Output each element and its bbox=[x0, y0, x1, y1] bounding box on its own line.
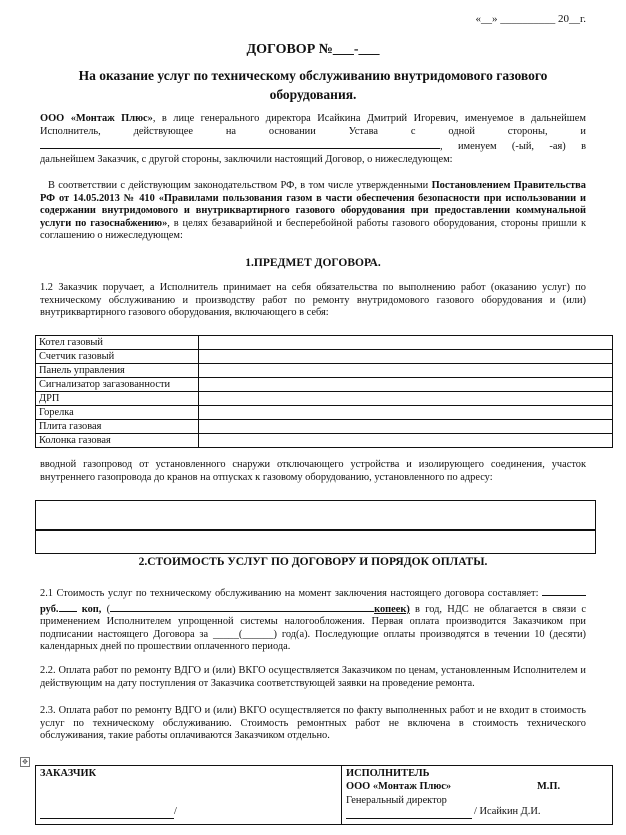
equipment-table bbox=[35, 335, 613, 448]
equipment-row bbox=[36, 406, 613, 420]
equipment-row bbox=[36, 350, 613, 364]
customer-signature-line[interactable] bbox=[40, 806, 174, 819]
equipment-name: Горелка bbox=[36, 406, 199, 420]
equipment-name: Сигнализатор загазованности bbox=[36, 378, 199, 392]
equipment-value-cell[interactable] bbox=[199, 364, 613, 378]
equipment-row bbox=[36, 392, 613, 406]
equipment-row bbox=[36, 378, 613, 392]
legal-paragraph bbox=[40, 180, 586, 243]
date-line: «__» __________ 20__г. bbox=[475, 13, 586, 25]
clause-2-3: 2.3. Оплата работ по ремонту ВДГО и (или) ВКГО осуществляется по факту выполненных работ и не входит в стоимость услуг по техническому обслуживанию. Стоимость ремонтных работ не включена в стоимость технического обслуживания, такие работы оплачиваются Заказчиком отдельно. bbox=[40, 705, 586, 742]
clause-2-1-end: в год, НДС не облагается в связи с применением Исполнителем упрощенной системы налогообложения. Первая оплата производится Заказчиком при подписании настоящего Договора за _____(______) год(а). Последующие оплаты производятся в течении 10 (десяти) календарных дней по прошествии оплаченного периода. bbox=[40, 603, 586, 653]
kop-label: коп, bbox=[81, 603, 102, 615]
table-move-handle-icon[interactable]: ✥ bbox=[20, 757, 30, 767]
executor-signature-cell bbox=[342, 766, 612, 824]
intro-text-2: , именуем (-ый, -ая) в дальнейшем Заказчик, с другой стороны, заключили настоящий Договор, о нижеследующем: bbox=[40, 141, 586, 165]
legal-resolution: Постановлением Правительства РФ от 14.05.2013 № 410 «Правилами пользования газом в части обеспечения безопасности при использовании и содержании внутридомового и внутриквартирного газового оборудования при предоставлении коммунальной услуги по газоснабжению» bbox=[40, 180, 586, 229]
equipment-name: Плита газовая bbox=[36, 420, 199, 434]
equipment-row bbox=[36, 364, 613, 378]
equipment-row bbox=[36, 336, 613, 350]
intro-text-1: , в лице генерального директора Исайкина Дмитрий Игоревич, именуемое в дальнейшем Исполнитель, действующее на основании Устава с одной стороны, и bbox=[40, 113, 586, 137]
executor-heading: ИСПОЛНИТЕЛЬ bbox=[346, 768, 430, 779]
intro-company: ООО «Монтаж Плюс» bbox=[40, 113, 153, 124]
equipment-row bbox=[36, 420, 613, 434]
clause-2-1: 2.1 Стоимость услуг по техническому обслуживанию на момент заключения настоящего договора составляет: руб. коп, ( копеек) в год, НДС не облагается в связи с применением Исполнителем упрощенной системы налогообложения. Первая оплата производится Заказчиком при подписании настоящего Договора за _____(______) год(а). Последующие оплаты производятся в течении 10 (десяти) календарных дней по прошествии оплаченного периода. bbox=[40, 585, 586, 654]
executor-company: ООО «Монтаж Плюс» bbox=[346, 781, 452, 792]
executor-signature-line[interactable] bbox=[346, 806, 472, 819]
legal-text-1: В соответствии с действующим законодательством РФ, в том числе утвержденными bbox=[48, 180, 432, 191]
price-kop-blank[interactable] bbox=[59, 601, 77, 612]
equipment-name: Панель управления bbox=[36, 364, 199, 378]
equipment-name: ДРП bbox=[36, 392, 199, 406]
equipment-value-cell[interactable] bbox=[199, 420, 613, 434]
address-field-2[interactable] bbox=[35, 529, 596, 554]
equipment-name: Колонка газовая bbox=[36, 434, 199, 448]
executor-name: / Исайкин Д.И. bbox=[474, 806, 541, 817]
customer-slash: / bbox=[174, 806, 177, 817]
price-words-blank[interactable] bbox=[110, 601, 374, 612]
section-1-address-paragraph: вводной газопровод от установленного снаружи отключающего устройства и изолирующего соединения, участок внутреннего газопровода до кранов на отпусках к газовому оборудованию, установленного по адресу: bbox=[40, 459, 586, 483]
section-2-heading: 2.СТОИМОСТЬ УСЛУГ ПО ДОГОВОРУ И ПОРЯДОК ОПЛАТЫ. bbox=[138, 556, 488, 568]
address-field-1[interactable] bbox=[35, 500, 596, 531]
equipment-value-cell[interactable] bbox=[199, 434, 613, 448]
section-1-heading: 1.ПРЕДМЕТ ДОГОВОРА. bbox=[245, 257, 381, 269]
equipment-value-cell[interactable] bbox=[199, 406, 613, 420]
equipment-name: Счетчик газовый bbox=[36, 350, 199, 364]
rub-label: руб. bbox=[40, 603, 59, 615]
clause-2-1-start: 2.1 Стоимость услуг по техническому обслуживанию на момент заключения настоящего договора составляет: bbox=[40, 588, 539, 599]
clause-2-2: 2.2. Оплата работ по ремонту ВДГО и (или) ВКГО осуществляется Заказчиком по ценам, установленным Исполнителем и действующим на дату поступления от Заказчика соответствующей заявки на проведение ремонта. bbox=[40, 665, 586, 689]
document-subtitle: На оказание услуг по техническому обслуживанию внутридомового газового оборудования. bbox=[78, 68, 548, 102]
legal-text-2: , в целях безаварийной и бесперебойной работы газового оборудования, стороны пришли к соглашению о нижеследующем: bbox=[40, 217, 586, 242]
stamp-label: М.П. bbox=[537, 781, 561, 792]
equipment-value-cell[interactable] bbox=[199, 392, 613, 406]
price-rub-blank[interactable] bbox=[542, 585, 586, 596]
customer-name-blank[interactable] bbox=[40, 138, 440, 149]
equipment-row bbox=[36, 434, 613, 448]
section-1-paragraph: 1.2 Заказчик поручает, а Исполнитель принимает на себя обязательства по выполнению работ (оказанию услуг) по техническому обслуживанию и производству работ по ремонту внутридомового газового оборудования и (или) внутриквартирного газового оборудования, включающего в себя: bbox=[40, 282, 586, 319]
equipment-value-cell[interactable] bbox=[199, 350, 613, 364]
signature-table bbox=[35, 765, 613, 825]
equipment-value-cell[interactable] bbox=[199, 378, 613, 392]
customer-signature-cell bbox=[36, 766, 342, 824]
intro-paragraph bbox=[40, 113, 586, 166]
equipment-value-cell[interactable] bbox=[199, 336, 613, 350]
executor-position: Генеральный директор bbox=[346, 795, 447, 806]
equipment-name: Котел газовый bbox=[36, 336, 199, 350]
customer-heading: ЗАКАЗЧИК bbox=[40, 768, 97, 779]
document-title: ДОГОВОР №___-___ bbox=[246, 42, 380, 57]
kopeek-label: копеек) bbox=[374, 603, 410, 615]
